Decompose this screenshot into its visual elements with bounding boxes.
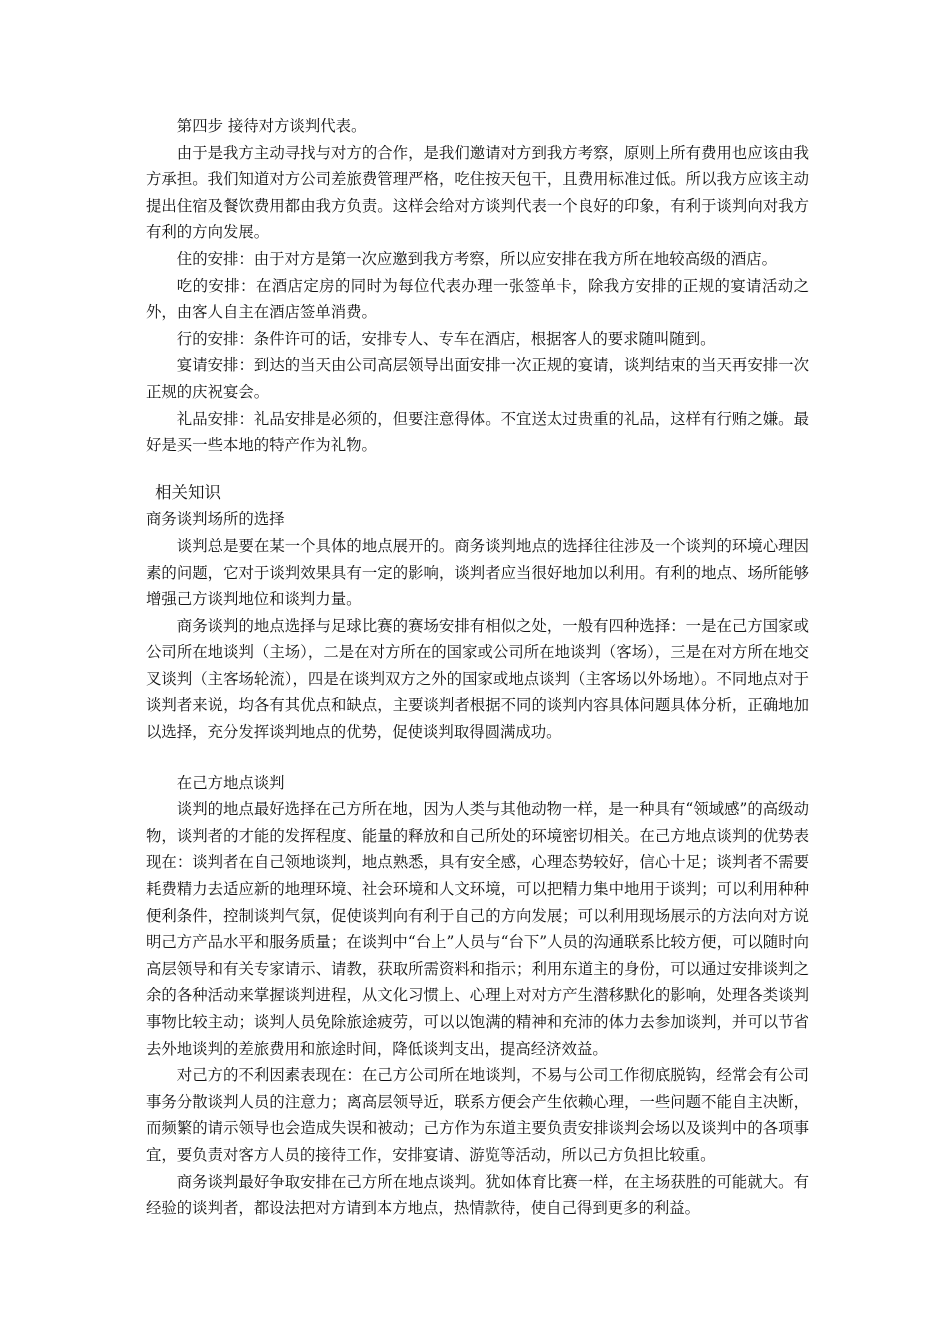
related-paragraph-intro: 谈判总是要在某一个具体的地点展开的。商务谈判地点的选择往往涉及一个谈判的环境心理因素的问题，它对于谈判效果具有一定的影响，谈判者应当很好地加以利用。有利的地点、场所能够增强己方谈判地位和谈判力量。 (146, 536, 809, 609)
step4-paragraph-banquet: 宴请安排：到达的当天由公司高层领导出面安排一次正规的宴请，谈判结束的当天再安排一次正规的庆祝宴会。 (146, 356, 809, 401)
home-paragraph-advantages: 谈判的地点最好选择在己方所在地，因为人类与其他动物一样，是一种具有“领域感”的高级动物，谈判者的才能的发挥程度、能量的释放和自己所处的环境密切相关。在己方地点谈判的优势表现在：谈判者在自己领地谈判，地点熟悉，具有安全感，心理态势较好，信心十足；谈判者不需要耗费精力去适应新的地理环境、社会环境和人文环境，可以把精力集中地用于谈判；可以利用种种便利条件，控制谈判气氛，促使谈判向有利于自己的方向发展；可以利用现场展示的方法向对方说明己方产品水平和服务质量；在谈判中“台上”人员与“台下”人员的沟通联系比较方便，可以随时向高层领导和有关专家请示、请教，获取所需资料和指示；利用东道主的身份，可以通过安排谈判之余的各种活动来掌握谈判进程，从文化习惯上、心理上对对方产生潜移默化的影响，处理各类谈判事物比较主动；谈判人员免除旅途疲劳，可以以饱满的精神和充沛的体力去参加谈判，并可以节省去外地谈判的差旅费用和旅途时间，降低谈判支出，提高经济效益。 (146, 800, 809, 1058)
home-paragraph-disadvantages: 对己方的不利因素表现在：在己方公司所在地谈判，不易与公司工作彻底脱钩，经常会有公司事务分散谈判人员的注意力；离高层领导近，联系方便会产生依赖心理，一些问题不能自主决断，而频繁的请示领导也会造成失误和被动；己方作为东道主要负责安排谈判会场以及谈判中的各项事宜，要负责对客方人员的接待工作，安排宴请、游览等活动，所以己方负担比较重。 (146, 1066, 809, 1164)
related-paragraph-four-options: 商务谈判的地点选择与足球比赛的赛场安排有相似之处，一般有四种选择：一是在己方国家或公司所在地谈判（主场），二是在对方所在的国家或公司所在地谈判（客场），三是在对方所在地交叉谈判（主客场轮流），四是在谈判双方之外的国家或地点谈判（主客场以外场地）。不同地点对于谈判者来说，均各有其优点和缺点，主要谈判者根据不同的谈判内容具体问题具体分析，正确地加以选择，充分发挥谈判地点的优势，促使谈判取得圆满成功。 (146, 616, 809, 742)
home-venue-title: 在己方地点谈判 (176, 773, 285, 792)
step4-paragraph-lodging: 住的安排：由于对方是第一次应邀到我方考察，所以应安排在我方所在地较高级的酒店。 (176, 249, 778, 268)
venue-selection-subtitle: 商务谈判场所的选择 (146, 510, 285, 529)
step4-paragraph-transport: 行的安排：条件许可的话，安排专人、专车在酒店，根据客人的要求随叫随到。 (176, 329, 716, 348)
step4-paragraph-gifts: 礼品安排：礼品安排是必须的，但要注意得体。不宜送太过贵重的礼品，这样有行贿之嫌。最好是买一些本地的特产作为礼物。 (146, 409, 809, 455)
step4-paragraph-cost: 由于是我方主动寻找与对方的合作，是我们邀请对方到我方考察，原则上所有费用也应该由我方承担。我们知道对方公司差旅费管理严格，吃住按天包干，且费用标准过低。所以我方应该主动提出住宿及餐饮费用都由我方负责。这样会给对方谈判代表一个良好的印象，有利于谈判向对我方有利的方向发展。 (146, 143, 809, 242)
home-paragraph-conclusion: 商务谈判最好争取安排在己方所在地点谈判。犹如体育比赛一样，在主场获胜的可能就大。有经验的谈判者，都设法把对方请到本方地点，热情款待，使自己得到更多的利益。 (146, 1172, 809, 1218)
document-page (146, 113, 809, 1222)
related-knowledge-title: 相关知识 (155, 482, 221, 502)
step4-paragraph-dining: 吃的安排：在酒店定房的同时为每位代表办理一张签单卡，除我方安排的正规的宴请活动之外，由客人自主在酒店签单消费。 (146, 276, 809, 322)
step4-title: 第四步 接待对方谈判代表。 (176, 117, 367, 135)
